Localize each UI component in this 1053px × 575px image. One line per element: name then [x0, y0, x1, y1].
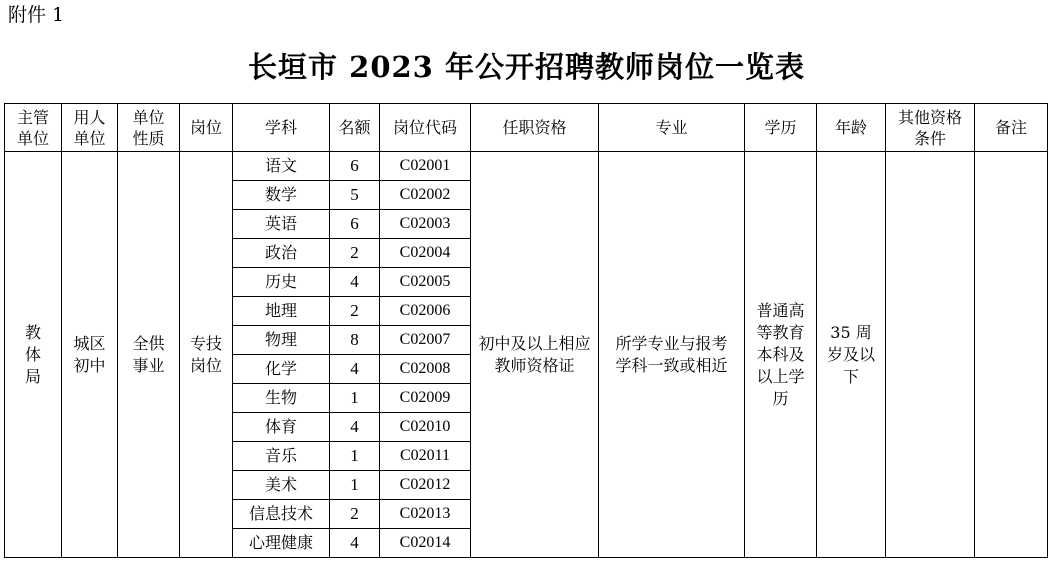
cell-qualification: 初中及以上相应教师资格证	[471, 152, 599, 558]
cell-unit-type: 全供事业	[118, 152, 180, 558]
cell-quota: 6	[330, 210, 380, 239]
cell-employer: 城区初中	[62, 152, 118, 558]
cell-post-code: C02007	[380, 326, 471, 355]
cell-subject: 数学	[233, 181, 330, 210]
header-subject: 学科	[233, 104, 330, 152]
recruitment-table	[4, 103, 1048, 558]
cell-quota: 6	[330, 152, 380, 181]
table-row	[5, 152, 1048, 181]
cell-quota: 4	[330, 268, 380, 297]
cell-post-code: C02004	[380, 239, 471, 268]
cell-subject: 生物	[233, 384, 330, 413]
cell-post-code: C02009	[380, 384, 471, 413]
attachment-label: 附件 1	[8, 4, 65, 26]
cell-quota: 4	[330, 355, 380, 384]
cell-education: 普通高等教育本科及以上学历	[745, 152, 817, 558]
cell-supervisor: 教体局	[5, 152, 62, 558]
cell-post-code: C02013	[380, 500, 471, 529]
cell-post-code: C02008	[380, 355, 471, 384]
cell-post-code: C02003	[380, 210, 471, 239]
header-row	[5, 104, 1048, 152]
cell-subject: 信息技术	[233, 500, 330, 529]
cell-post-code: C02005	[380, 268, 471, 297]
cell-subject: 政治	[233, 239, 330, 268]
header-quota: 名额	[330, 104, 380, 152]
cell-subject: 语文	[233, 152, 330, 181]
header-post-code: 岗位代码	[380, 104, 471, 152]
cell-quota: 4	[330, 413, 380, 442]
cell-post-code: C02011	[380, 442, 471, 471]
cell-quota: 2	[330, 297, 380, 326]
cell-quota: 5	[330, 181, 380, 210]
header-qualification: 任职资格	[471, 104, 599, 152]
cell-post-code: C02012	[380, 471, 471, 500]
cell-subject: 音乐	[233, 442, 330, 471]
header-supervisor: 主管单位	[5, 104, 62, 152]
header-employer: 用人单位	[62, 104, 118, 152]
cell-quota: 1	[330, 442, 380, 471]
cell-post-code: C02001	[380, 152, 471, 181]
cell-subject: 心理健康	[233, 529, 330, 558]
cell-quota: 8	[330, 326, 380, 355]
cell-age: 35 周岁及以下	[817, 152, 886, 558]
cell-subject: 历史	[233, 268, 330, 297]
document-title: 长垣市 2023 年公开招聘教师岗位一览表	[248, 50, 805, 84]
cell-other	[886, 152, 975, 558]
header-remarks: 备注	[975, 104, 1048, 152]
cell-subject: 英语	[233, 210, 330, 239]
header-unit-type: 单位性质	[118, 104, 180, 152]
header-age: 年龄	[817, 104, 886, 152]
cell-quota: 1	[330, 471, 380, 500]
cell-subject: 体育	[233, 413, 330, 442]
cell-post-code: C02010	[380, 413, 471, 442]
header-post: 岗位	[180, 104, 233, 152]
cell-post: 专技岗位	[180, 152, 233, 558]
cell-subject: 物理	[233, 326, 330, 355]
cell-subject: 化学	[233, 355, 330, 384]
cell-subject: 地理	[233, 297, 330, 326]
cell-remarks	[975, 152, 1048, 558]
cell-quota: 2	[330, 500, 380, 529]
header-education: 学历	[745, 104, 817, 152]
cell-post-code: C02002	[380, 181, 471, 210]
cell-major: 所学专业与报考学科一致或相近	[599, 152, 745, 558]
cell-quota: 1	[330, 384, 380, 413]
cell-quota: 4	[330, 529, 380, 558]
cell-post-code: C02006	[380, 297, 471, 326]
cell-subject: 美术	[233, 471, 330, 500]
cell-post-code: C02014	[380, 529, 471, 558]
header-major: 专业	[599, 104, 745, 152]
header-other: 其他资格条件	[886, 104, 975, 152]
cell-quota: 2	[330, 239, 380, 268]
